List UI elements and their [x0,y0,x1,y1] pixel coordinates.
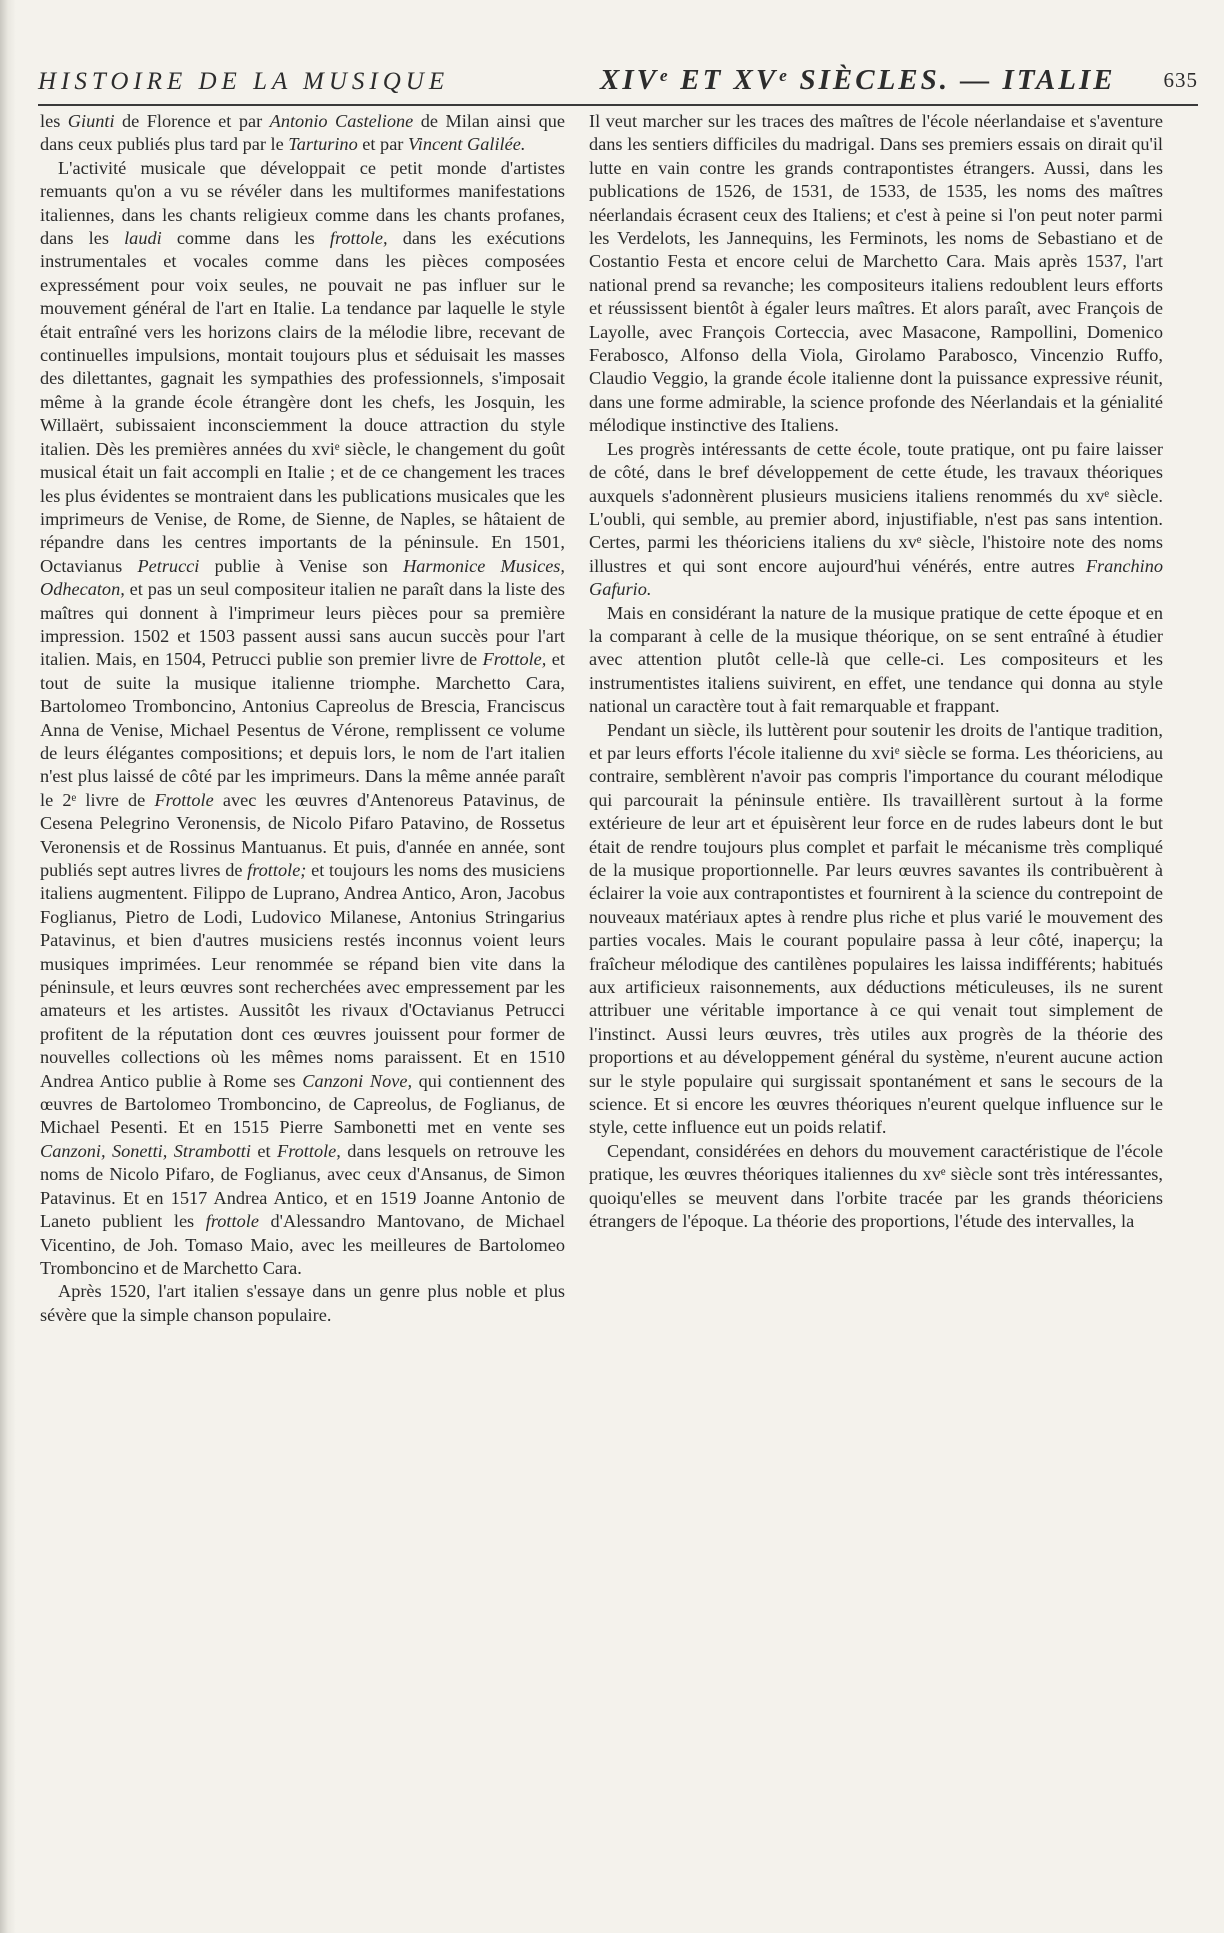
paragraph [589,110,1163,438]
paragraph [589,1140,1163,1234]
page-number: 635 [1163,68,1198,92]
text-run: d'Alessandro Mantovano, de Michael Vicentino, de Joh. Tomaso Maio, avec les meilleures de Bartolomeo Tromboncino et de Marchetto Cara. [40,1211,565,1278]
text-run: L'activité musicale que développait ce petit monde d'artistes remuants qu'on a vu se révéler dans les multiformes manifestations italiennes, dans les chants religieux comme dans les chants profanes, dans les [40,157,565,249]
text-run: Après 1520, l'art italien s'essaye dans un genre plus noble et plus sévère que la simple chanson populaire. [40,1281,565,1325]
italic-text-run: Tarturino [288,134,358,155]
italic-text-run: Franchino Gafurio. [589,555,1163,600]
italic-text-run: Giunti [67,111,115,131]
italic-text-run: Vincent Galilée. [407,134,526,155]
text-run: avec les œuvres d'Antenoreus Patavinus, de Cesena Pelegrino Veronensis, de Nicolo Pifaro Patavino, de Rossetus Veronensis et de Rossinus Mantuanus. Et puis, d'année en année, sont publiés sept autres livres de [40,789,565,880]
italic-text-run: Canzoni, Sonetti, Strambotti [40,1140,251,1161]
text-run: et pas un seul compositeur italien ne paraît dans la liste des maîtres qui donnent à l'imprimeur leurs pièces pour sa première impression. 1502 et 1503 passent aussi sans aucun succès pour l'art italien. Mais, en 1504, Petrucci publie son premier livre de [40,579,565,670]
text-run: comme dans les [161,228,330,249]
text-run: et par [357,134,408,155]
italic-text-run: Harmonice Musices, Odhecaton, [40,555,565,600]
paragraph [589,719,1163,1140]
italic-text-run: Frottole, [277,1140,341,1161]
italic-text-run: Petrucci [137,555,200,576]
text-run: de Florence et par [114,111,270,131]
italic-text-run: Frottole [154,789,214,810]
italic-text-run: frottole, [329,228,388,249]
text-run: Mais en considérant la nature de la musique pratique de cette époque et en la comparant à celle de la musique théorique, on se sent entraîné à étudier avec attention plutôt celle-là que celle-ci. Les compositeurs et les instrumentistes italiens suivirent, en effet, une tendance qui donna au style national un caractère tout à fait remarquable et frappant. [589,602,1163,717]
left-text-column [40,110,565,1327]
text-run: les [40,111,68,131]
right-text-column [589,110,1163,1234]
italic-text-run: frottole [205,1211,259,1232]
text-run: Les progrès intéressants de cette école, toute pratique, ont pu faire laisser de côté, dans le bref développement de cette étude, les travaux théoriques auxquels s'adonnèrent plusieurs musiciens italiens renommés du xvᵉ siècle. L'oubli, qui semble, au premier abord, injustifiable, n'est pas sans intention. Certes, parmi les théoriciens italiens du xvᵉ siècle, l'histoire note des noms illustres et qui sont encore aujourd'hui vénérés, entre autres [589,438,1163,576]
text-run: et [250,1140,278,1161]
italic-text-run: Frottole, [482,649,547,670]
text-run: et toujours les noms des musiciens italiens augmentent. Filippo de Luprano, Andrea Antico, Aron, Jacobus Foglianus, Pietro de Lodi, Ludovico Milanese, Antonius Stringarius Patavinus, et bien d'autres musiciens restés inconnus voient leurs musiques imprimées. Leur renommée se répand bien vite dans la péninsule, et leurs œuvres sont recherchées avec empressement par les amateurs et les artistes. Aussitôt les rivaux d'Octavianus Petrucci profitent de la réputation dont ces œuvres jouissent pour former de nouvelles collections où les mêmes noms paraissent. Et en 1510 Andrea Antico publie à Rome ses [40,860,565,1091]
text-run: Pendant un siècle, ils luttèrent pour soutenir les droits de l'antique tradition, et par leurs efforts l'école italienne du xviᵉ siècle se forma. Les théoriciens, au contraire, semblèrent n'avoir pas compris l'importance du courant mélodique qui parcourait la péninsule entière. Ils travaillèrent surtout à la forme extérieure de leur art et épuisèrent leur force en de rudes labeurs dont le but était de rendre toujours plus complet et parfait le mécanisme très compliqué de la musique proportionnelle. Par leurs œuvres savantes ils contribuèrent à éclairer la voie aux contrapontistes et fournirent à la science du contrepoint de nouveaux matériaux aptes à rendre plus riche et plus varié le mouvement des parties vocales. Mais le courant populaire passa à leur côté, inaperçu; la fraîcheur mélodique des cantilènes populaires les laissa indifférents; habitués aux artificieux raisonnements, aux déductions méticuleuses, ils ne surent attribuer une véritable importance à ce qui venait tout simplement de l'instinct. Aussi leurs œuvres, très utiles aux progrès de la théorie des proportions et au développement général du système, n'eurent aucune action sur le style populaire qui surgissait spontanément et sans le secours de la science. Et si encore les œuvres théoriques n'eurent quelque influence sur le style, cette influence eut un poids relatif. [589,719,1163,1138]
italic-text-run: frottole; [247,860,307,880]
text-run: Cependant, considérées en dehors du mouvement caractéristique de l'école pratique, les œuvres théoriques italiennes du xvᵉ siècle sont très intéressantes, quoiqu'elles se meuvent dans l'orbite tracée par les grands théoriciens étrangers de l'époque. La théorie des proportions, l'étude des intervalles, la [589,1140,1163,1232]
header-rule [38,104,1198,106]
text-run: Il veut marcher sur les traces des maîtres de l'école néerlandaise et s'aventure dans les sentiers difficiles du madrigal. Dans ses premiers essais on dirait qu'il lutte en vain contre les grands contrapontistes étrangers. Aussi, dans les publications de 1526, de 1531, de 1533, de 1535, les noms des maîtres néerlandais écrasent ceux des Italiens; et c'est à peine si l'on peut noter parmi les Verdelots, les Jannequins, les Ferminots, les noms de Sebastiano et de Costantio Festa et encore celui de Marchetto Cara. Mais après 1537, l'art national prend sa revanche; les compositeurs italiens redoublent leurs efforts et réussissent bientôt à égaler leurs maîtres. Et alors paraît, avec François de Layolle, avec François Corteccia, avec Masacone, Rampollini, Domenico Ferabosco, Alfonso della Viola, Girolamo Parabosco, Vincenzio Ruffo, Claudio Veggio, la grande école italienne dont la puissance expressive réunit, dans une forme admirable, la science profonde des Néerlandais et la génialité mélodique instinctive des Italiens. [589,111,1163,436]
paragraph [40,157,565,1281]
italic-text-run: Antonio Castelione [269,111,414,131]
text-run: de Milan ainsi que dans ceux publiés plus tard par le [40,111,565,155]
italic-text-run: laudi [124,228,162,249]
paragraph [589,438,1163,602]
header-right-title: XIVᵉ ET XVᵉ SIÈCLES. — ITALIE [600,64,1116,96]
text-run: qui contiennent des œuvres de Bartolomeo Tromboncino, de Capreolus, de Foglianus, de Michael Pesenti. Et en 1515 Pierre Sambonetti met en vente ses [40,1070,565,1138]
italic-text-run: Canzoni Nove, [302,1070,413,1091]
paragraph [589,602,1163,719]
text-run: dans les exécutions instrumentales et vocales comme dans les pièces composées expressément pour voix seules, ne pouvait ne pas influer sur le mouvement général de l'art en Italie. La tendance par laquelle le style était entraîné vers les horizons clairs de la mélodie libre, recevant de continuelles impulsions, montait toujours plus et séduisait les masses des dilettantes, gagnait les sympathies des professionnels, s'imposait même à la grande école étrangère dont les chefs, les Josquin, les Willaërt, subissaient inconsciemment la douce attraction du style italien. Dès les premières années du xviᵉ siècle, le changement du goût musical était un fait accompli en Italie ; et de ce changement les traces les plus évidentes se montraient dans les publications musicales que les imprimeurs de Venise, de Rome, de Sienne, de Naples, se hâtaient de répandre dans les centres importants de la péninsule. En 1501, Octavianus [40,228,565,576]
header-left-title: HISTOIRE DE LA MUSIQUE [38,68,450,95]
text-run: publie à Venise son [199,555,404,576]
paragraph [40,1280,565,1327]
running-header [38,64,1198,98]
paragraph [40,110,565,157]
text-run: dans lesquels on retrouve les noms de Nicolo Pifaro, de Foglianus, avec ceux d'Ansanus, de Simon Patavinus. Et en 1517 Andrea Antico, et en 1519 Joanne Antonio de Laneto publient les [40,1140,565,1232]
text-run: et tout de suite la musique italienne triomphe. Marchetto Cara, Bartolomeo Tromboncino, Antonius Capreolus de Brescia, Franciscus Anna de Venise, Michael Pesentus de Vérone, remplissent ce volume de leurs élégantes compositions; et depuis lors, le nom de l'art italien n'est plus laissé de côté par les imprimeurs. Dans la même année paraît le 2ᵉ livre de [40,649,565,810]
